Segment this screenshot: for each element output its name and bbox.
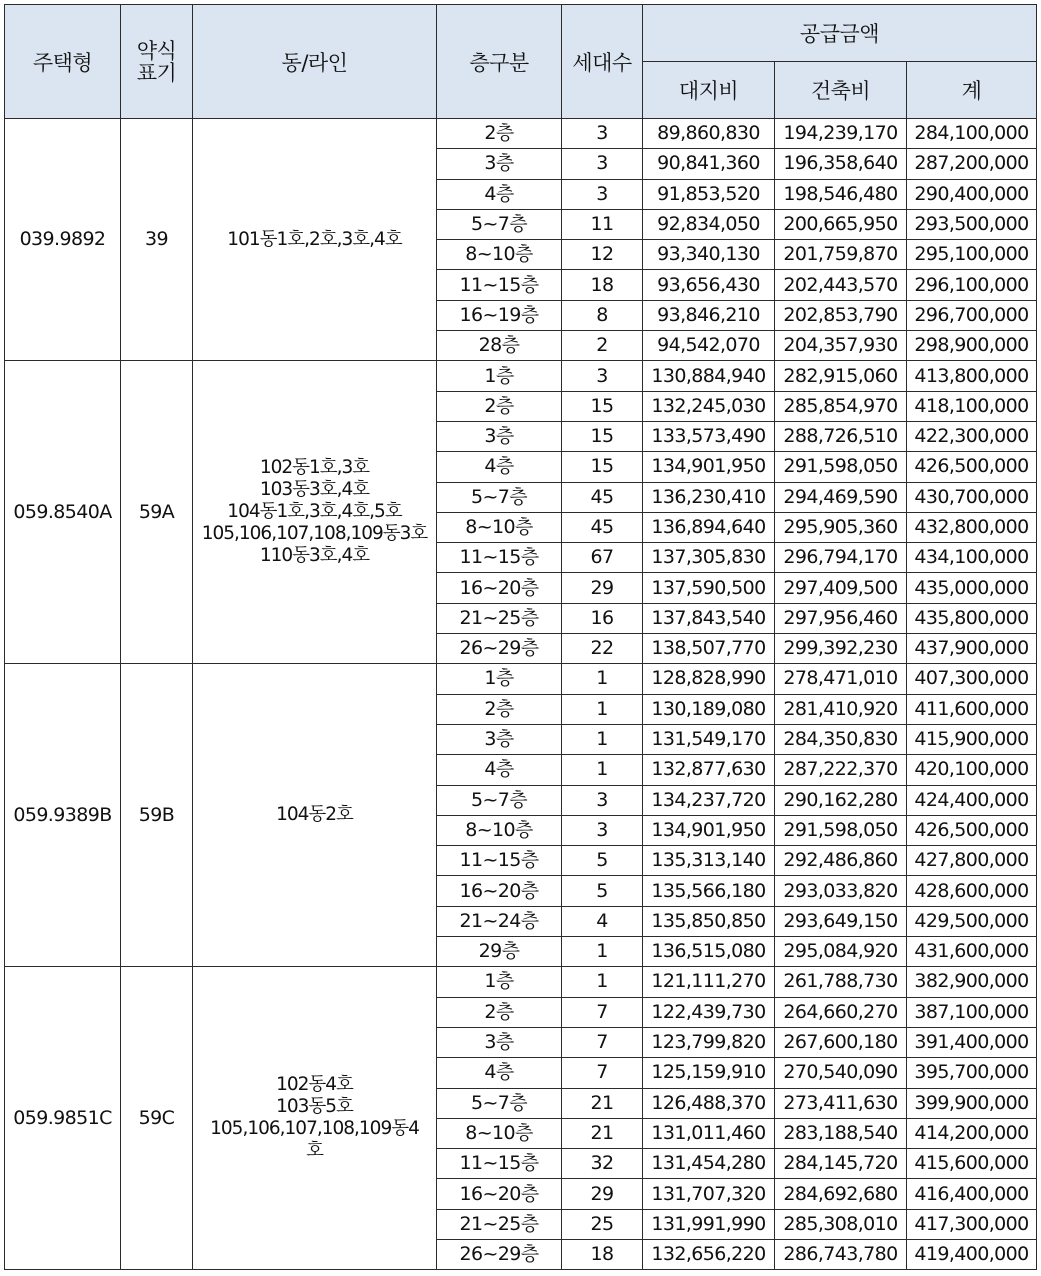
units-cell: 1 (562, 755, 643, 785)
building-price-cell: 297,409,500 (775, 573, 907, 603)
units-cell: 22 (562, 634, 643, 664)
total-price-cell: 287,200,000 (907, 149, 1037, 179)
floor-cell: 4층 (437, 179, 562, 209)
land-price-cell: 135,313,140 (643, 846, 775, 876)
land-price-cell: 92,834,050 (643, 209, 775, 239)
land-price-cell: 130,189,080 (643, 694, 775, 724)
header-units: 세대수 (562, 5, 643, 119)
table-header (5, 5, 1037, 119)
total-price-cell: 429,500,000 (907, 906, 1037, 936)
abbr-cell: 59A (121, 361, 193, 664)
floor-cell: 2층 (437, 694, 562, 724)
building-price-cell: 281,410,920 (775, 694, 907, 724)
table-row (5, 664, 1037, 694)
units-cell: 67 (562, 543, 643, 573)
floor-cell: 11~15층 (437, 846, 562, 876)
total-price-cell: 426,500,000 (907, 452, 1037, 482)
building-price-cell: 287,222,370 (775, 755, 907, 785)
total-price-cell: 399,900,000 (907, 1088, 1037, 1118)
total-price-cell: 419,400,000 (907, 1239, 1037, 1269)
building-price-cell: 293,649,150 (775, 906, 907, 936)
total-price-cell: 426,500,000 (907, 815, 1037, 845)
units-cell: 15 (562, 391, 643, 421)
land-price-cell: 89,860,830 (643, 119, 775, 149)
floor-cell: 3층 (437, 724, 562, 754)
dong-line-cell: 101동1호,2호,3호,4호 (193, 119, 437, 361)
land-price-cell: 122,439,730 (643, 997, 775, 1027)
building-price-cell: 202,443,570 (775, 270, 907, 300)
floor-cell: 21~25층 (437, 603, 562, 633)
supply-price-table (4, 4, 1037, 1270)
units-cell: 7 (562, 1027, 643, 1057)
floor-cell: 11~15층 (437, 543, 562, 573)
total-price-cell: 415,900,000 (907, 724, 1037, 754)
building-price-cell: 200,665,950 (775, 209, 907, 239)
building-price-cell: 297,956,460 (775, 603, 907, 633)
units-cell: 18 (562, 1239, 643, 1269)
land-price-cell: 134,237,720 (643, 785, 775, 815)
table-row (5, 967, 1037, 997)
floor-cell: 16~20층 (437, 1179, 562, 1209)
land-price-cell: 136,230,410 (643, 482, 775, 512)
total-price-cell: 430,700,000 (907, 482, 1037, 512)
header-total: 계 (907, 62, 1037, 119)
floor-cell: 2층 (437, 119, 562, 149)
units-cell: 8 (562, 300, 643, 330)
land-price-cell: 93,340,130 (643, 240, 775, 270)
units-cell: 16 (562, 603, 643, 633)
total-price-cell: 422,300,000 (907, 421, 1037, 451)
building-price-cell: 270,540,090 (775, 1058, 907, 1088)
building-price-cell: 283,188,540 (775, 1118, 907, 1148)
floor-cell: 8~10층 (437, 1118, 562, 1148)
units-cell: 7 (562, 997, 643, 1027)
total-price-cell: 437,900,000 (907, 634, 1037, 664)
units-cell: 3 (562, 815, 643, 845)
units-cell: 3 (562, 361, 643, 391)
housing-type-cell: 059.8540A (5, 361, 121, 664)
total-price-cell: 434,100,000 (907, 543, 1037, 573)
total-price-cell: 387,100,000 (907, 997, 1037, 1027)
units-cell: 1 (562, 937, 643, 967)
land-price-cell: 93,656,430 (643, 270, 775, 300)
total-price-cell: 417,300,000 (907, 1209, 1037, 1239)
total-price-cell: 296,700,000 (907, 300, 1037, 330)
header-supply-price: 공급금액 (643, 5, 1037, 62)
building-price-cell: 202,853,790 (775, 300, 907, 330)
land-price-cell: 131,991,990 (643, 1209, 775, 1239)
building-price-cell: 286,743,780 (775, 1239, 907, 1269)
land-price-cell: 134,901,950 (643, 452, 775, 482)
land-price-cell: 137,305,830 (643, 543, 775, 573)
header-dong: 동/라인 (193, 5, 437, 119)
units-cell: 21 (562, 1088, 643, 1118)
floor-cell: 8~10층 (437, 815, 562, 845)
dong-line-cell: 102동1호,3호 103동3호,4호 104동1호,3호,4호,5호 105,106,107,108,109동3호 110동3호,4호 (193, 361, 437, 664)
land-price-cell: 125,159,910 (643, 1058, 775, 1088)
land-price-cell: 93,846,210 (643, 300, 775, 330)
units-cell: 7 (562, 1058, 643, 1088)
building-price-cell: 299,392,230 (775, 634, 907, 664)
units-cell: 18 (562, 270, 643, 300)
units-cell: 11 (562, 209, 643, 239)
total-price-cell: 418,100,000 (907, 391, 1037, 421)
units-cell: 5 (562, 846, 643, 876)
land-price-cell: 132,877,630 (643, 755, 775, 785)
units-cell: 3 (562, 785, 643, 815)
table-row (5, 119, 1037, 149)
total-price-cell: 424,400,000 (907, 785, 1037, 815)
header-type: 주택형 (5, 5, 121, 119)
land-price-cell: 90,841,360 (643, 149, 775, 179)
total-price-cell: 432,800,000 (907, 512, 1037, 542)
land-price-cell: 136,894,640 (643, 512, 775, 542)
floor-cell: 16~20층 (437, 573, 562, 603)
units-cell: 29 (562, 573, 643, 603)
land-price-cell: 131,549,170 (643, 724, 775, 754)
building-price-cell: 288,726,510 (775, 421, 907, 451)
floor-cell: 4층 (437, 452, 562, 482)
building-price-cell: 291,598,050 (775, 452, 907, 482)
abbr-cell: 59B (121, 664, 193, 967)
land-price-cell: 134,901,950 (643, 815, 775, 845)
building-price-cell: 264,660,270 (775, 997, 907, 1027)
building-price-cell: 285,854,970 (775, 391, 907, 421)
building-price-cell: 284,692,680 (775, 1179, 907, 1209)
floor-cell: 21~25층 (437, 1209, 562, 1239)
header-land: 대지비 (643, 62, 775, 119)
land-price-cell: 126,488,370 (643, 1088, 775, 1118)
total-price-cell: 407,300,000 (907, 664, 1037, 694)
total-price-cell: 428,600,000 (907, 876, 1037, 906)
units-cell: 3 (562, 149, 643, 179)
total-price-cell: 382,900,000 (907, 967, 1037, 997)
units-cell: 15 (562, 421, 643, 451)
floor-cell: 1층 (437, 361, 562, 391)
total-price-cell: 395,700,000 (907, 1058, 1037, 1088)
building-price-cell: 291,598,050 (775, 815, 907, 845)
floor-cell: 26~29층 (437, 1239, 562, 1269)
land-price-cell: 136,515,080 (643, 937, 775, 967)
total-price-cell: 411,600,000 (907, 694, 1037, 724)
building-price-cell: 284,145,720 (775, 1149, 907, 1179)
floor-cell: 5~7층 (437, 209, 562, 239)
building-price-cell: 196,358,640 (775, 149, 907, 179)
floor-cell: 4층 (437, 1058, 562, 1088)
floor-cell: 3층 (437, 421, 562, 451)
building-price-cell: 273,411,630 (775, 1088, 907, 1118)
land-price-cell: 123,799,820 (643, 1027, 775, 1057)
floor-cell: 5~7층 (437, 1088, 562, 1118)
floor-cell: 2층 (437, 391, 562, 421)
building-price-cell: 284,350,830 (775, 724, 907, 754)
units-cell: 5 (562, 876, 643, 906)
units-cell: 1 (562, 694, 643, 724)
dong-line-cell: 104동2호 (193, 664, 437, 967)
header-abbr (121, 5, 193, 119)
floor-cell: 28층 (437, 331, 562, 361)
land-price-cell: 131,707,320 (643, 1179, 775, 1209)
table-body (5, 119, 1037, 1270)
total-price-cell: 431,600,000 (907, 937, 1037, 967)
building-price-cell: 282,915,060 (775, 361, 907, 391)
units-cell: 12 (562, 240, 643, 270)
land-price-cell: 131,011,460 (643, 1118, 775, 1148)
total-price-cell: 296,100,000 (907, 270, 1037, 300)
building-price-cell: 290,162,280 (775, 785, 907, 815)
floor-cell: 16~20층 (437, 876, 562, 906)
total-price-cell: 298,900,000 (907, 331, 1037, 361)
floor-cell: 1층 (437, 664, 562, 694)
building-price-cell: 296,794,170 (775, 543, 907, 573)
floor-cell: 4층 (437, 755, 562, 785)
total-price-cell: 295,100,000 (907, 240, 1037, 270)
building-price-cell: 198,546,480 (775, 179, 907, 209)
units-cell: 45 (562, 512, 643, 542)
land-price-cell: 121,111,270 (643, 967, 775, 997)
floor-cell: 5~7층 (437, 785, 562, 815)
floor-cell: 16~19층 (437, 300, 562, 330)
dong-line-cell: 102동4호 103동5호 105,106,107,108,109동4 호 (193, 967, 437, 1270)
units-cell: 3 (562, 119, 643, 149)
floor-cell: 26~29층 (437, 634, 562, 664)
units-cell: 4 (562, 906, 643, 936)
total-price-cell: 391,400,000 (907, 1027, 1037, 1057)
units-cell: 29 (562, 1179, 643, 1209)
header-right-edge (1036, 4, 1037, 117)
total-price-cell: 435,000,000 (907, 573, 1037, 603)
land-price-cell: 137,590,500 (643, 573, 775, 603)
housing-type-cell: 039.9892 (5, 119, 121, 361)
land-price-cell: 135,566,180 (643, 876, 775, 906)
units-cell: 45 (562, 482, 643, 512)
building-price-cell: 295,905,360 (775, 512, 907, 542)
land-price-cell: 130,884,940 (643, 361, 775, 391)
building-price-cell: 201,759,870 (775, 240, 907, 270)
units-cell: 25 (562, 1209, 643, 1239)
land-price-cell: 131,454,280 (643, 1149, 775, 1179)
housing-type-cell: 059.9389B (5, 664, 121, 967)
units-cell: 1 (562, 724, 643, 754)
total-price-cell: 414,200,000 (907, 1118, 1037, 1148)
total-price-cell: 427,800,000 (907, 846, 1037, 876)
total-price-cell: 413,800,000 (907, 361, 1037, 391)
floor-cell: 29층 (437, 937, 562, 967)
land-price-cell: 133,573,490 (643, 421, 775, 451)
total-price-cell: 420,100,000 (907, 755, 1037, 785)
total-price-cell: 293,500,000 (907, 209, 1037, 239)
units-cell: 2 (562, 331, 643, 361)
floor-cell: 21~24층 (437, 906, 562, 936)
floor-cell: 3층 (437, 149, 562, 179)
total-price-cell: 290,400,000 (907, 179, 1037, 209)
floor-cell: 8~10층 (437, 240, 562, 270)
floor-cell: 5~7층 (437, 482, 562, 512)
units-cell: 3 (562, 179, 643, 209)
units-cell: 1 (562, 967, 643, 997)
abbr-cell: 59C (121, 967, 193, 1270)
floor-cell: 2층 (437, 997, 562, 1027)
building-price-cell: 285,308,010 (775, 1209, 907, 1239)
header-floor: 층구분 (437, 5, 562, 119)
building-price-cell: 267,600,180 (775, 1027, 907, 1057)
land-price-cell: 128,828,990 (643, 664, 775, 694)
total-price-cell: 416,400,000 (907, 1179, 1037, 1209)
floor-cell: 11~15층 (437, 1149, 562, 1179)
floor-cell: 1층 (437, 967, 562, 997)
floor-cell: 11~15층 (437, 270, 562, 300)
land-price-cell: 138,507,770 (643, 634, 775, 664)
land-price-cell: 137,843,540 (643, 603, 775, 633)
total-price-cell: 415,600,000 (907, 1149, 1037, 1179)
building-price-cell: 204,357,930 (775, 331, 907, 361)
units-cell: 21 (562, 1118, 643, 1148)
total-price-cell: 284,100,000 (907, 119, 1037, 149)
building-price-cell: 292,486,860 (775, 846, 907, 876)
total-price-cell: 435,800,000 (907, 603, 1037, 633)
units-cell: 1 (562, 664, 643, 694)
building-price-cell: 293,033,820 (775, 876, 907, 906)
header-building: 건축비 (775, 62, 907, 119)
floor-cell: 3층 (437, 1027, 562, 1057)
table-row (5, 361, 1037, 391)
land-price-cell: 94,542,070 (643, 331, 775, 361)
floor-cell: 8~10층 (437, 512, 562, 542)
abbr-cell: 39 (121, 119, 193, 361)
building-price-cell: 261,788,730 (775, 967, 907, 997)
building-price-cell: 294,469,590 (775, 482, 907, 512)
land-price-cell: 91,853,520 (643, 179, 775, 209)
header-abbr-text: 약식 표기 (136, 38, 177, 85)
units-cell: 32 (562, 1149, 643, 1179)
land-price-cell: 132,245,030 (643, 391, 775, 421)
land-price-cell: 132,656,220 (643, 1239, 775, 1269)
building-price-cell: 278,471,010 (775, 664, 907, 694)
building-price-cell: 194,239,170 (775, 119, 907, 149)
housing-type-cell: 059.9851C (5, 967, 121, 1270)
land-price-cell: 135,850,850 (643, 906, 775, 936)
units-cell: 15 (562, 452, 643, 482)
building-price-cell: 295,084,920 (775, 937, 907, 967)
